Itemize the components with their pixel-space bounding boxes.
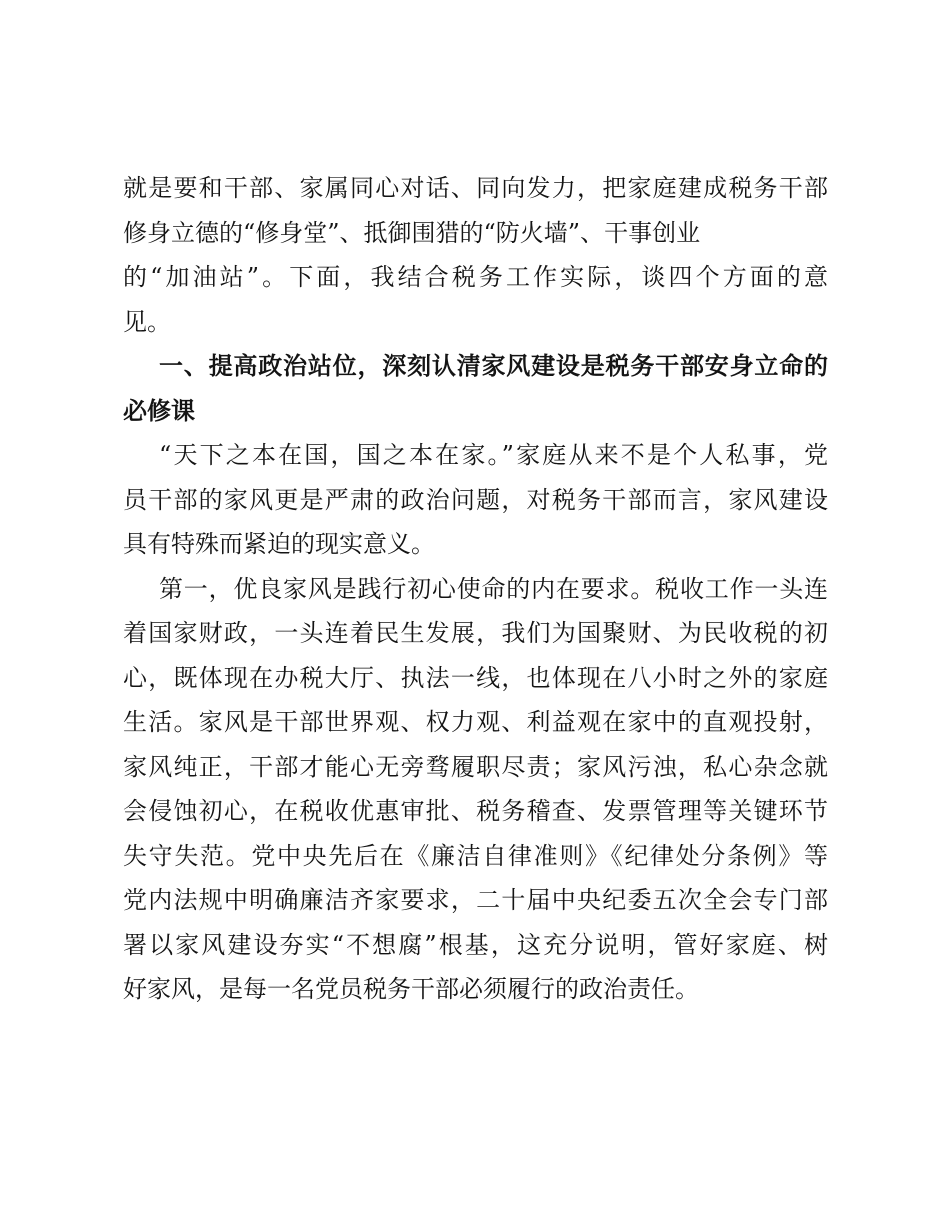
document-page bbox=[123, 166, 828, 1012]
body-text-line: 家风纯正，干部才能心无旁骛履职尽责；家风污浊，私心杂念就 bbox=[123, 752, 828, 781]
body-text-line: 第一，优良家风是践行初心使命的内在要求。税收工作一头连 bbox=[159, 574, 828, 603]
body-text-line: 的“加油站”。下面，我结合税务工作实际，谈四个方面的意 bbox=[123, 263, 828, 291]
body-text-line: 着国家财政，一头连着民生发展，我们为国聚财、为民收税的初 bbox=[123, 619, 828, 647]
body-text-line: 生活。家风是干部世界观、权力观、利益观在家中的直观投射， bbox=[123, 708, 828, 736]
body-text-line: 心，既体现在办税大厅、执法一线，也体现在八小时之外的家庭 bbox=[123, 663, 828, 692]
body-text-line: 署以家风建设夯实“不想腐”根基，这充分说明，管好家庭、树 bbox=[123, 930, 828, 959]
body-text-line: 具有特殊而紧迫的现实意义。 bbox=[123, 530, 435, 558]
body-text-line: 好家风，是每一名党员税务干部必须履行的政治责任。 bbox=[123, 975, 699, 1003]
body-text-line: 党内法规中明确廉洁齐家要求，二十届中央纪委五次全会专门部 bbox=[123, 886, 828, 914]
body-text-line: 见。 bbox=[123, 307, 171, 336]
section-heading-line: 必修课 bbox=[123, 396, 195, 425]
body-text-line: 就是要和干部、家属同心对话、同向发力，把家庭建成税务干部 bbox=[123, 174, 828, 202]
section-heading-line: 一、提高政治站位，深刻认清家风建设是税务干部安身立命的 bbox=[159, 352, 828, 380]
body-text-line: 会侵蚀初心，在税收优惠审批、税务稽查、发票管理等关键环节 bbox=[123, 797, 828, 825]
body-text-line: 修身立德的“修身堂”、抵御围猎的“防火墙”、干事创业 bbox=[123, 218, 701, 247]
body-text-line: 失守失范。党中央先后在《廉洁自律准则》《纪律处分条例》等 bbox=[123, 841, 828, 870]
body-text-line: “天下之本在国，国之本在家。”家庭从来不是个人私事，党 bbox=[159, 441, 828, 469]
body-text-line: 员干部的家风更是严肃的政治问题，对税务干部而言，家风建设 bbox=[123, 485, 828, 514]
